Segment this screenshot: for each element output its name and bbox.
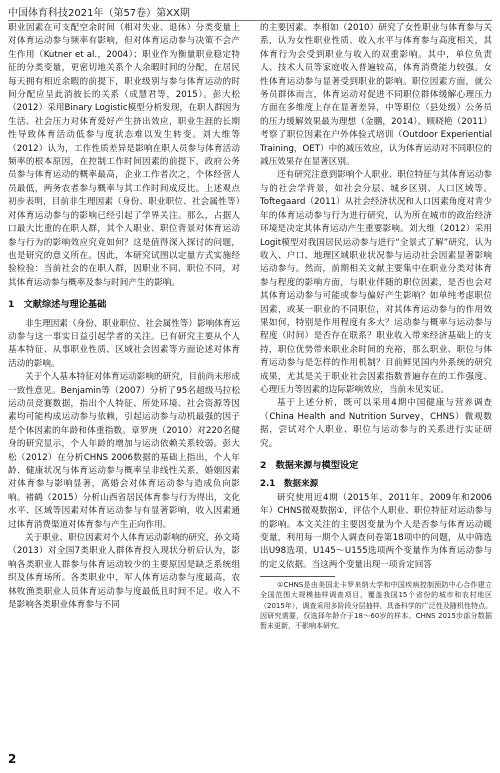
journal-running-title: 中国体育科技2021年（第57卷）第XX期 — [8, 8, 190, 19]
paragraph: 的主要因素。李相如（2010）研究了女性职业与体育参与关系，认为女性职业性质、收入水平与体育参与高度相关，其体育行为会受到职业与收入的双重影响。其中，单位负责人、技术人员等家庭收入普遍较高，体育消费能力较强。女性体育运动参与显著受到职业的影响。职位因素方面，就公务员群体而言，体育运动对促进不同职位群体缓解心理压力方面在多维度上存在显著差异，中等职位（县处级）公务员的压力缓解效果最为理想（金鹏，2014）。顾晓艳（2011）考察了职位因素在户外体验式培训（Outdoor Experiential Training，OET）中的减压效应，认为体育运动对不同职位的减压效果存在显著区别。 — [260, 23, 492, 168]
subsection-heading-2-1: 2.1 数据来源 — [260, 479, 319, 490]
section-heading-2: 2 数据来源与模型设定 — [260, 460, 359, 471]
right-column — [260, 22, 492, 631]
paragraph: 关于职业、职位因素对个人体育运动影响的研究，孙文琦（2013）对全国7类职业人群体育投入现状分析后认为，影响各类职业人群参与体育运动较少的主要原因是缺乏系统组织及体育场所。各类职业中，军人体育运动参与度最高，农林牧渔类职业人员体育运动参与度最低且时间不足。收入不是影响各类职业体育参与不同 — [8, 533, 240, 611]
paragraph: 职业因素在可支配空余时间（相对失业、退休）分类变量上对体育运动参与频率有影响，但对体育运动参与决策不会产生作用（Kutner et al.，2004）；职业作为衡量职业稳定特征的分类变量，更密切地关系个人余暇时间的分配，在居民每天拥有相近余暇的前提下，职业级别与参与体育运动的时间分配应呈此消彼长的关系（成慧君等，2015）。彭大松（2012）采用Binary Logistic模型分析发现，在职人群因为生活、社会压力对体育爱好产生挤出效应，职业生涯的长期性导致体育活动低参与度状态难以发生转变。刘大维等（2012）认为，工作性质差异是影响在职人员参与体育活动频率的根本原因，在控制工作时间因素的前提下，政府公务员参与体育运动的概率最高，企业工作者次之，个体经营人员最低，两务农者参与概率与其工作时间成反比。上述观点初步表明，目前非生理因素（身份、职业职位、社会属性等）对体育运动参与的影响已经引起了学界关注。那么，占据人口最大比重的在职人群，其个人职业、职位背景对体育运动参与行为的影响效应究竟如何？这是值得深入探讨的问题，也是研究的意义所在。因此，本研究试图以定量方式实施经验检验：当前社会的在职人群，因职业不同、职位不同，对其体育运动参与概率及参与时间产生的影响。 — [8, 23, 240, 288]
footnote-divider — [260, 576, 335, 577]
page-number: 2 — [8, 752, 17, 766]
paragraph: 非生理因素（身份、职业职位、社会属性等）影响体育运动参与这一事实日益引起学者的关注。已有研究主要从个人基本特征、从事职业性质、区域社会因素等方面论述对体育活动的影响。 — [8, 318, 240, 369]
running-header — [8, 4, 492, 21]
paragraph: 关于个人基本特征对体育运动影响的研究，目前尚未形成一致性意见。Benjamin等（2007）分析了95名超级马拉松运动员竞赛数据，指出个人特征、所处环境、社会资源等因素均可能构成运动参与依赖，引起运动参与动机最强的因子是个体因素的年龄和体重指数。章罗庚（2010）对220名健身的研究显示，个人年龄的增加与运动依赖关系较弱。彭大松（2012）在分析CHNS 2006数据的基础上指出，个人年龄、健康状况与体育运动参与概率呈非线性关系，婚姻因素对体育参与影响显著，离婚会对体育运动参与造成负向影响。褚鹤（2015）分析山西省居民体育参与行为得出，文化水平、区域等因素对体育运动参与有显著影响，收入因素通过体育消费渠道对体育参与产生正向作用。 — [8, 372, 240, 530]
paragraph: 研究使用近4期（2015年、2011年、2009年和2006年）CHNS微观数据①，评估个人职业、职位特征对运动参与的影响。本文关注的主要因变量为个人是否参与体育运动暖变量，利用每一期个人调查问卷第18项中的问题，从中筛选出U98选项、U145～U155选项两个变量作为体育运动参与的定义依据。当这两个变量出现一项肯定回答 — [260, 492, 492, 570]
section-heading-1: 1 文献综述与理论基础 — [8, 299, 107, 311]
paragraph: 还有研究注意到影响个人职业、职位特征与其体育运动参与的社会学背景，如社会分层、城乡区别、人口区域等。Toftegaard（2011）从社会经济状况和人口因素角度对青少年的体育运动参与行为进行研究，认为所在城市的政治经济环境是决定其体育运动产生重要影响。刘大维（2012）采用Logit模型对我国居民运动参与进行“全景式了解”研究，认为收入、户口、地理区域职业状况参与运动社会因素显著影响运动参与。然而，前期相关文献主要集中在职业分类对体育参与程度的影响方面，与职业伴随的职位因素，是否也会对其体育运动参与可能或参与偏好产生影响？如单纯考虑职位因素，或某一职业的不同职位，对其体育运动参与的作用效果如何，特别是作用程度有多大？运动参与概率与运动参与程度（时间）是否存在联系？职业收入带来经济基础上的支持，职位优势带来职业余时间的充裕，那么职业、职位与体育运动参与是怎样的作用机制？目前鲜见国内外系统的研究成果，尤其是关于职业社会因素指数普遍存在的工作强度、心理压力等因素的边际影响效应，当前未见实证。 — [260, 170, 492, 395]
footnote: ①CHNS是由美国北卡罗来纳大学和中国疾病控制预防中心合作建立全国范围大规模抽样调查项目，覆盖我国15个省份的城市和农村地区（2015年），调查采用多阶段分层抽样，具备科学的广泛性及随机性特点。因研究需要，仅选择年龄介于18～60岁的样本。CHNS 2015步部分数据暂未更新，不影响本研究。 — [260, 581, 492, 631]
paragraph: 基于上述分析，既可以采用4期中国健康与营养调查（China Health and Nutrition Survey，CHNS）微观数据，尝试对个人职业、职位与运动参与的关系进行实证研究。 — [260, 398, 492, 449]
left-column — [8, 22, 240, 612]
